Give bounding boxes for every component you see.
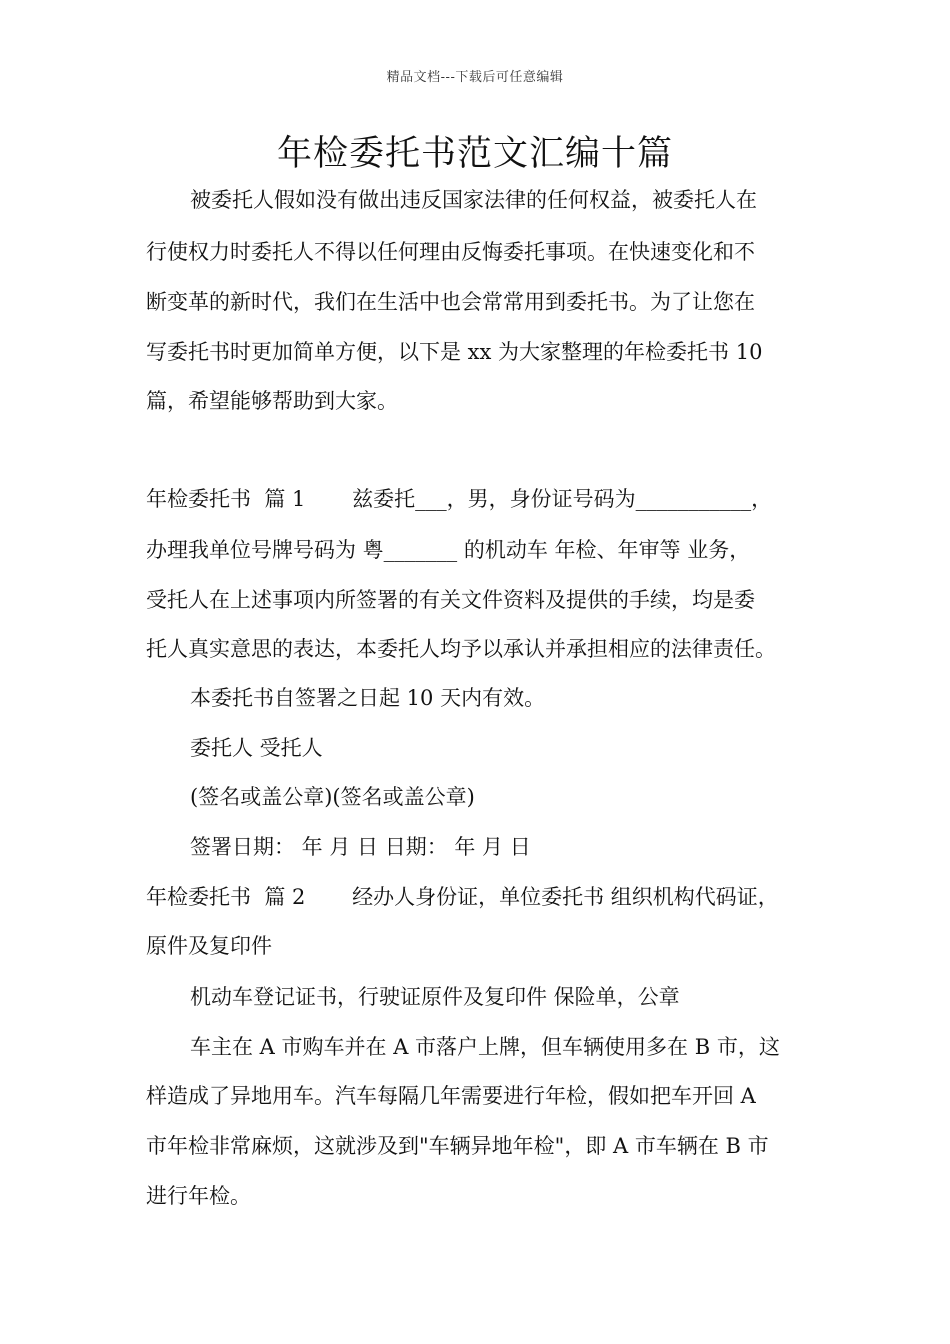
section2-heading-line: 年检委托书 篇 2 经办人身份证，单位委托书 组织机构代码证， — [146, 885, 779, 909]
intro-line-5: 篇，希望能够帮助到大家。 — [146, 389, 398, 413]
section2-line-6: 市年检非常麻烦，这就涉及到"车辆异地年检"，即 A 市车辆在 B 市 — [146, 1134, 769, 1158]
section1-line-3: 受托人在上述事项内所签署的有关文件资料及提供的手续，均是委 — [146, 588, 755, 612]
page-title: 年检委托书范文汇编十篇 — [276, 134, 673, 174]
intro-line-1: 被委托人假如没有做出违反国家法律的任何权益，被委托人在 — [190, 188, 757, 212]
section2-line-5: 样造成了异地用车。汽车每隔几年需要进行年检，假如把车开回 A — [146, 1084, 756, 1108]
section2-line-2: 原件及复印件 — [146, 934, 272, 958]
section1-line-4: 托人真实意思的表达，本委托人均予以承认并承担相应的法律责任。 — [146, 637, 776, 661]
section1-heading-line: 年检委托书 篇 1 兹委托___，男，身份证号码为___________， — [146, 487, 773, 511]
validity-line: 本委托书自签署之日起 10 天内有效。 — [190, 686, 546, 710]
intro-line-3: 断变革的新时代，我们在生活中也会常常用到委托书。为了让您在 — [146, 290, 755, 314]
date-line: 签署日期： 年 月 日 日期： 年 月 日 — [190, 835, 531, 859]
signature-line: (签名或盖公章)(签名或盖公章) — [190, 785, 475, 809]
parties-line: 委托人 受托人 — [190, 736, 323, 760]
intro-line-4: 写委托书时更加简单方便，以下是 xx 为大家整理的年检委托书 10 — [146, 340, 763, 364]
header-note: 精品文档---下载后可任意编辑 — [386, 70, 564, 85]
section2-line-3: 机动车登记证书，行驶证原件及复印件 保险单，公章 — [190, 985, 680, 1009]
section2-line-7: 进行年检。 — [146, 1184, 251, 1208]
section2-line-4: 车主在 A 市购车并在 A 市落户上牌，但车辆使用多在 B 市，这 — [190, 1035, 780, 1059]
intro-line-2: 行使权力时委托人不得以任何理由反悔委托事项。在快速变化和不 — [146, 240, 755, 264]
section1-line-2: 办理我单位号牌号码为 粤_______ 的机动车 年检、年审等 业务， — [146, 538, 751, 562]
